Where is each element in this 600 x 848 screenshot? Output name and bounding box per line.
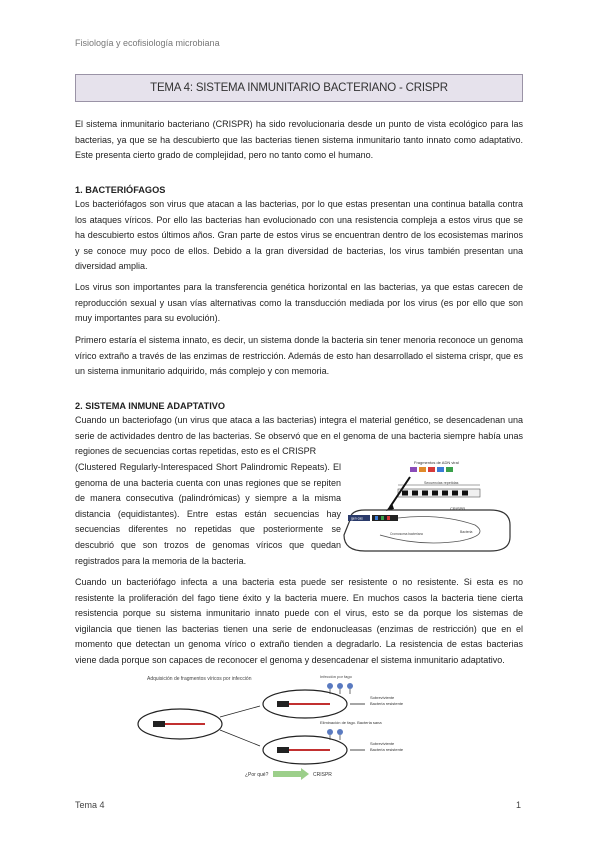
fig1-label-region: Secuencias repetidas — [424, 481, 459, 485]
section2-paragraph-1: Cuando un bacteriofago (un virus que ataca a las bacterias) integra el material genético, se desencadenan una serie de actividades dentro de las bacterias. Se observó que en el genoma de una bacteria siempre había unas regiones de secuencias cortas repetidas, esto es el CRISPR — [75, 415, 523, 457]
fig1-label-gene: gen cas — [351, 516, 363, 521]
section1-paragraph-3: Primero estaría el sistema innato, es decir, un sistema donde la bacteria sin tener menoria reconoce un genoma vírico extraño a través de las enzimas de restricción. Además de esto han desarrollado el sistema crispr, que es un sistema inmunitario adquirido, más complejo y con memoria. — [75, 335, 523, 377]
section2-paragraph-1b: (Clustered Regularly-Interespaced Short Palindromic Repeats). El genoma de una bacteria cuenta con unas regiones que se repiten de manera consecutiva (palindrómicas) y siempre a la misma distancia (equidistantes). Entre estas están secuencias hay secuencias diferentes no repetidas que posteriormente se descubrió que son trozos de genomas víricos que quedan registrados para la memoria de la bacteria. — [75, 462, 341, 566]
section2-heading: 2. SISTEMA INMUNE ADAPTATIVO — [75, 401, 226, 411]
repeat-5 — [442, 491, 448, 496]
branch-arrow-top-icon — [220, 706, 260, 717]
fig2-label-survival2b: Bacteria resistente — [370, 747, 404, 752]
fig1-label-crispr: CRISPR — [450, 506, 466, 511]
crispr-block-left — [153, 721, 165, 727]
crispr-block-bottom — [277, 747, 289, 753]
spacer-red — [387, 516, 390, 520]
running-header: Fisiología y ecofisiología microbiana — [75, 38, 220, 48]
fig1-label-top: Fragmentos de ADN viral — [414, 460, 459, 465]
fig1-label-chromosome: Cromosoma bacteriano — [390, 532, 424, 536]
viral-fragment-orange — [419, 467, 426, 472]
phage-head-4 — [327, 729, 333, 735]
chapter-title-box — [75, 74, 523, 102]
fig2-label-crispr: CRISPR — [313, 772, 332, 778]
intro-paragraph: El sistema inmunitario bacteriano (CRISPR) ha sido revolucionaria desde un punto de vista ecológico para las bacterias, ya que se ha descubierto que las bacterias tienen sistema inmunitario tanto innato como adaptativo. Este presenta cierto grado de complejidad, pero no tanto como el humano. — [75, 119, 523, 161]
phage-head-1 — [327, 683, 333, 689]
chapter-title: TEMA 4: SISTEMA INMUNITARIO BACTERIANO - CRISPR — [150, 82, 448, 94]
viral-fragment-red — [428, 467, 435, 472]
fig2-label-survival1b: Bacteria resistente — [370, 701, 404, 706]
fig2-label-survival2: Sobreviviente — [370, 741, 395, 746]
viral-fragment-purple — [410, 467, 417, 472]
footer-left: Tema 4 — [75, 800, 105, 810]
repeat-4 — [432, 491, 438, 496]
repeat-6 — [452, 491, 458, 496]
repeat-2 — [412, 491, 418, 496]
viral-fragment-blue — [437, 467, 444, 472]
viral-fragment-green — [446, 467, 453, 472]
phage-head-5 — [337, 729, 343, 735]
section1-paragraph-1: Los bacteriófagos son virus que atacan a las bacterias, por lo que estas presentan una continua batalla contra los ataques víricos. Por ello las bacterias han evolucionado con una resistencia compleja a estos virus que se ha descubierto estos últimos años. Gran parte de estos virus se encuentran dentro de los ecosistemas marinos y se conoce muy poco de ellos. Debido a la gran diversidad de bacterias, los virus también presentan una diversidad amplia. — [75, 199, 523, 272]
green-arrow-body — [273, 771, 301, 777]
fig1-label-bacteria: Bacteria — [460, 530, 473, 534]
repeat-7 — [462, 491, 468, 496]
fig2-label-infection: Infección por fago — [320, 674, 352, 679]
green-arrow-icon — [301, 768, 309, 780]
fig2-caption-top: Adquisición de fragmentos víricos por infección — [147, 676, 252, 682]
phage-infection-figure — [125, 672, 470, 782]
spacer-blue — [375, 516, 378, 520]
fig2-label-elimination: Eliminación de fago. Bacteria sana — [320, 720, 382, 725]
page-number: 1 — [516, 800, 522, 810]
phage-head-2 — [337, 683, 343, 689]
repeat-1 — [402, 491, 408, 496]
fig2-label-survival1: Sobreviviente — [370, 695, 395, 700]
section1-heading: 1. BACTERIÓFAGOS — [75, 185, 166, 195]
fig2-label-why: ¿Por qué? — [245, 772, 269, 778]
repeat-3 — [422, 491, 428, 496]
crispr-block-top — [277, 701, 289, 707]
section1-paragraph-2: Los virus son importantes para la transferencia genética horizontal en las bacterias, ya que estas carecen de reproducción sexual y usan vías alternativas como la transducción mediada por los virus (es por ello que son muy importantes para su evolución). — [75, 282, 523, 324]
section2-paragraph-2: Cuando un bacteriófago infecta a una bacteria esta puede ser resistente o no resistente. Si esta es no resistente la proliferación del fago tiene éxito y la bacteria muere. En muchos casos la bacteria tiene cierta resistencia porque su sistema inmunitario innato puede con el virus, esto se da porque los sistemas de vigilancia que tienen las bacterias tienen una serie de endonucleasas (enzimas de restricción) que en el momento que detectan un genoma vírico o extraño tienden a degradarlo. La resistencia de estas bacterias viene dada porque son capaces de reconocer el genoma y desencadenar el sistema inmunitario adaptativo. — [75, 577, 523, 665]
branch-arrow-bottom-icon — [220, 730, 260, 746]
phage-head-3 — [347, 683, 353, 689]
spacer-green — [381, 516, 384, 520]
crispr-locus-figure — [340, 455, 524, 559]
